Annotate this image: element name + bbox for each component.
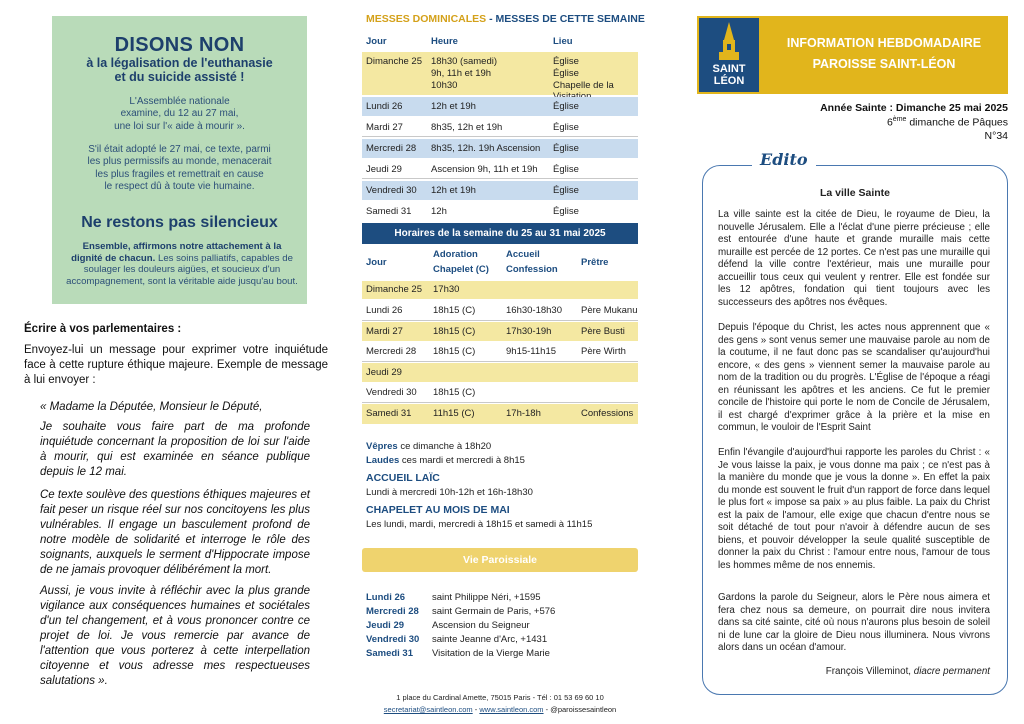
masses-row: Samedi 31 12h Église bbox=[366, 206, 579, 217]
letter-salutation: « Madame la Députée, Monsieur le Député, bbox=[40, 401, 263, 413]
campaign-paragraph-1: L'Assemblée nationale examine, du 12 au 27 mai, une loi sur l'« aide à mourir ». bbox=[114, 96, 245, 132]
week-row: Lundi 26 18h15 (C) 16h30-18h30 Père Mukanu bbox=[362, 301, 638, 321]
week-row: Vendredi 30 18h15 (C) bbox=[362, 383, 638, 403]
week-row: Jeudi 29 bbox=[362, 363, 638, 382]
masses-heading: MESSES DOMINICALES - MESSES DE CETTE SEMAINE bbox=[366, 13, 645, 25]
campaign-subtitle: à la légalisation de l'euthanasie et du suicide assisté ! bbox=[86, 56, 273, 84]
campaign-paragraph-2: S'il était adopté le 27 mai, ce texte, parmi les plus permissifs au monde, menacerait les plus fragiles et remettrait en cause le respect dû à toute vie humaine. bbox=[87, 144, 272, 193]
chapelet-text: Les lundi, mardi, mercredi à 18h15 et samedi à 11h15 bbox=[366, 519, 593, 530]
church-icon bbox=[699, 18, 759, 92]
masses-row: Mercredi 28 8h35, 12h. 19h Ascension Église bbox=[362, 139, 638, 158]
svg-text:SAINT: SAINT bbox=[712, 63, 746, 75]
header-parish: PAROISSE SAINT-LÉON bbox=[812, 57, 956, 71]
edito-paragraph-4: Gardons la parole du Seigneur, alors le Père nous aimera et fera chez nous sa demeure, on pourrait dire nous invitera dans sa cité sainte, cité où nous n'aurons plus besoin de soleil ni de lune car la gloire de Dieu nous illuminera. Nous vivrons alors dans un océan d'amour. bbox=[718, 592, 990, 653]
campaign-closing: Ensemble, affirmons notre attachement à la dignité de chacun. Les soins palliatifs, capables de soulager les douleurs aigües, et soucieux d'un accompagnement, sont la véritable aide jusqu'au bout. bbox=[66, 241, 298, 287]
edito-signature: François Villeminot, diacre permanent bbox=[825, 666, 990, 677]
masses-row: Dimanche 25 18h30 (samedi) 9h, 11h et 19h 10h30 Église Église Chapelle de la bbox=[362, 52, 638, 95]
write-heading: Écrire à vos parlementaires : bbox=[24, 323, 182, 335]
accueil-text: Lundi à mercredi 10h-12h et 16h-18h30 bbox=[366, 487, 533, 498]
edito-label: Edito bbox=[752, 150, 816, 169]
masses-row: Lundi 26 12h et 19h Église bbox=[362, 97, 638, 116]
edito-paragraph-1: La ville sainte est la citée de Dieu, le royaume de Dieu, la nouvelle Jérusalem. Elle a l'éclat d'une pierre précieuse ; elle est entourée d'une haute et grande muraille mais cette muraille est percée de 12 portes. Ce n'est pas une muraille qui défend la ville contre l'extérieur, mais une muraille pour accueillir tous ceux qui veulent y rentrer. Elle est fondée sur les 12 apôtres, fondation qui tient toujours avec les successeurs des apôtres nos évêques. bbox=[718, 209, 990, 308]
header-title: INFORMATION HEBDOMADAIRE bbox=[786, 36, 982, 50]
masses-row: Mardi 27 8h35, 12h et 19h Église bbox=[362, 118, 638, 137]
saint-item: Lundi 26 saint Philippe Néri, +1595 bbox=[366, 592, 541, 603]
issue-number: N°34 bbox=[984, 130, 1008, 142]
masses-row: Jeudi 29 Ascension 9h, 11h et 19h Église bbox=[362, 160, 638, 179]
chapelet-heading: CHAPELET AU MOIS DE MAI bbox=[366, 504, 510, 516]
footer-contacts: secretariat@saintleon.com - www.saintleon.com - @paroissesaintleon bbox=[383, 705, 617, 714]
email-link[interactable]: secretariat@saintleon.com bbox=[383, 705, 473, 714]
edito-paragraph-3: Enfin l'évangile d'aujourd'hui rapporte les paroles du Christ : « Je vous laisse la paix, je vous donne ma paix ; ce n'est pas à la manière du monde que je vous la donne ». En effet la paix du monde est souvent le fruit d'un rapport de force dans lequel le plus fort « impose sa paix » au plus faible. La paix du Christ est la paix de l'amour, elle exige que chacun d'entre nous se soit détaché de tout pour n'avoir à défendre aucun de ses biens, et pouvoir développer la seule qualité susceptible de donner la paix du Christ : l'amour entre nous, l'amour de tous les hommes même de nos ennemis. bbox=[718, 447, 990, 571]
footer-address: 1 place du Cardinal Amette, 75015 Paris - Tél : 01 53 69 60 10 bbox=[396, 693, 604, 702]
week-row: Samedi 31 11h15 (C) 17h-18h Confessions bbox=[362, 404, 638, 424]
masses-header-row: Jour Heure Lieu bbox=[366, 36, 573, 47]
week-row: Mardi 27 18h15 (C) 17h30-19h Père Busti bbox=[362, 322, 638, 341]
write-intro: Envoyez-lui un message pour exprimer votre inquiétude face à cette rupture éthique majeure. Exemple de message à lui envoyer : bbox=[24, 344, 328, 386]
saint-item: Jeudi 29 Ascension du Seigneur bbox=[366, 620, 530, 631]
campaign-heading: Ne restons pas silencieux bbox=[81, 214, 278, 231]
campaign-title: DISONS NON bbox=[114, 34, 245, 56]
week-row: Dimanche 25 17h30 bbox=[362, 281, 638, 299]
week-header-row: Jour Adoration Chapelet (C) Accueil Confession Prêtre bbox=[366, 249, 609, 275]
website-link[interactable]: www.saintleon.com bbox=[479, 705, 544, 714]
accueil-heading: ACCUEIL LAÏC bbox=[366, 472, 440, 484]
edito-paragraph-2: Depuis l'époque du Christ, les actes nous apprennent que « des gens » sont venus semer une mauvaise parole au nom de la coutume, il ne faut donc pas se scandaliser qu'aujourd'hui encore, « des gens » viennent semer la mauvaise parole au nom de la tradition ou du progrès. L'Église de l'époque a réagi en réunissant les apôtres et les anciens. Ce fut le premier concile de l'histoire qui porte le nom de Concile de Jérusalem, il est chargé d'exprimer grâce à la prière et la mise en commun, le vouloir de l'Esprit Saint bbox=[718, 322, 990, 433]
vepres-line: Vêpres ce dimanche à 18h20 bbox=[366, 441, 492, 452]
edito-title: La ville Sainte bbox=[819, 187, 891, 199]
week-schedule-bar: Horaires de la semaine du 25 au 31 mai 2025 bbox=[362, 223, 638, 244]
letter-paragraph-3: Aussi, je vous invite à réfléchir avec la plus grande vigilance aux conséquences humaines et sociétales d'un tel changement, et à vous prononcer contre ce projet de loi. Je vous remercie par avance de l'attention que vous porterez à cette interpellation citoyenne et vous adresse mes respectueuses salutations ». bbox=[40, 585, 310, 687]
saint-item: Mercredi 28 saint Germain de Paris, +576 bbox=[366, 606, 556, 617]
letter-paragraph-1: Je souhaite vous faire part de ma profonde inquiétude concernant la proposition de loi sur l'aide à mourir, qui est examinée en séance publique depuis le 12 mai. bbox=[40, 421, 310, 478]
parish-logo bbox=[699, 18, 759, 92]
laudes-line: Laudes ces mardi et mercredi à 8h15 bbox=[366, 455, 525, 466]
vie-paroissiale-bar: Vie Paroissiale bbox=[362, 548, 638, 572]
saint-item: Samedi 31 Visitation de la Vierge Marie bbox=[366, 648, 550, 659]
letter-paragraph-2: Ce texte soulève des questions éthiques majeures et fait peser un risque réel sur nos concitoyens les plus vulnérables. Il engage un basculement profond de notre modèle de solidarité et interroge le rôle des soignants, auxquels le serment d'Hippocrate impose de ne jamais provoquer délibérément la mort. bbox=[40, 489, 310, 576]
svg-text:LÉON: LÉON bbox=[713, 75, 745, 87]
week-row: Mercredi 28 18h15 (C) 9h15-11h15 Père Wirth bbox=[362, 342, 638, 362]
issue-date: Année Sainte : Dimanche 25 mai 2025 bbox=[820, 102, 1008, 114]
masses-row: Vendredi 30 12h et 19h Église bbox=[362, 181, 638, 200]
saint-item: Vendredi 30 sainte Jeanne d'Arc, +1431 bbox=[366, 634, 548, 645]
liturgical-sunday: 6ème dimanche de Pâques bbox=[886, 116, 1008, 129]
